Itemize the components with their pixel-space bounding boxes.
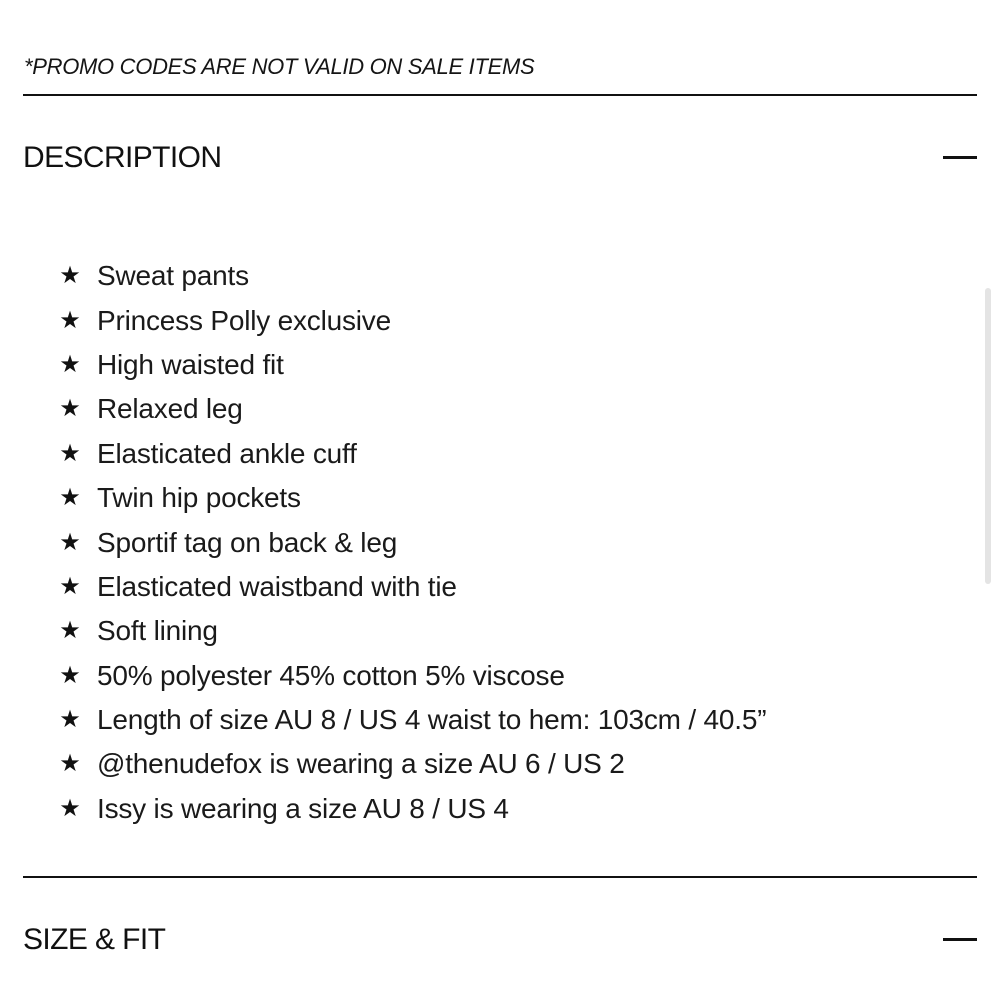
star-icon: ★ xyxy=(59,661,81,689)
list-item xyxy=(58,609,766,653)
star-icon: ★ xyxy=(59,395,81,423)
star-icon: ★ xyxy=(59,706,81,734)
bullet-text: Princess Polly exclusive xyxy=(97,304,391,336)
list-item xyxy=(58,698,766,742)
bullet-text: High waisted fit xyxy=(97,348,284,380)
size-fit-title: SIZE & FIT xyxy=(23,923,166,956)
bullet-text: @thenudefox is wearing a size AU 6 / US 2 xyxy=(97,748,625,780)
description-title: DESCRIPTION xyxy=(23,141,222,174)
star-icon: ★ xyxy=(59,350,81,378)
bullet-text: Twin hip pockets xyxy=(97,482,301,514)
description-accordion-header[interactable] xyxy=(23,138,977,178)
promo-notice: *PROMO CODES ARE NOT VALID ON SALE ITEMS xyxy=(24,54,535,79)
bullet-text: Elasticated waistband with tie xyxy=(97,570,457,602)
bullet-text: Length of size AU 8 / US 4 waist to hem: 103cm / 40.5” xyxy=(97,704,767,736)
list-item xyxy=(58,254,766,298)
bullet-text: Soft lining xyxy=(97,615,218,647)
list-item xyxy=(58,432,766,476)
list-item xyxy=(58,520,766,564)
star-icon: ★ xyxy=(59,439,81,467)
list-item xyxy=(58,654,766,698)
star-icon: ★ xyxy=(59,262,81,290)
bullet-text: Issy is wearing a size AU 8 / US 4 xyxy=(97,792,509,824)
minus-icon[interactable] xyxy=(943,156,977,159)
star-icon: ★ xyxy=(59,484,81,512)
bullet-text: Sweat pants xyxy=(97,260,249,292)
list-item xyxy=(58,298,766,342)
star-icon: ★ xyxy=(59,572,81,600)
scrollbar[interactable] xyxy=(985,288,991,584)
bullet-text: Elasticated ankle cuff xyxy=(97,437,357,469)
list-item xyxy=(58,387,766,431)
star-icon: ★ xyxy=(59,528,81,556)
star-icon: ★ xyxy=(59,617,81,645)
bullet-text: Sportif tag on back & leg xyxy=(97,526,398,558)
list-item xyxy=(58,476,766,520)
divider xyxy=(23,94,977,96)
star-icon: ★ xyxy=(59,306,81,334)
divider xyxy=(23,876,977,878)
list-item xyxy=(58,742,766,786)
star-icon: ★ xyxy=(59,794,81,822)
bullet-text: 50% polyester 45% cotton 5% viscose xyxy=(97,659,565,691)
description-bullet-list xyxy=(58,254,766,831)
minus-icon[interactable] xyxy=(943,938,977,941)
bullet-text: Relaxed leg xyxy=(97,393,243,425)
list-item xyxy=(58,787,766,831)
list-item xyxy=(58,565,766,609)
size-fit-accordion-header[interactable] xyxy=(23,920,977,960)
list-item xyxy=(58,343,766,387)
star-icon: ★ xyxy=(59,750,81,778)
